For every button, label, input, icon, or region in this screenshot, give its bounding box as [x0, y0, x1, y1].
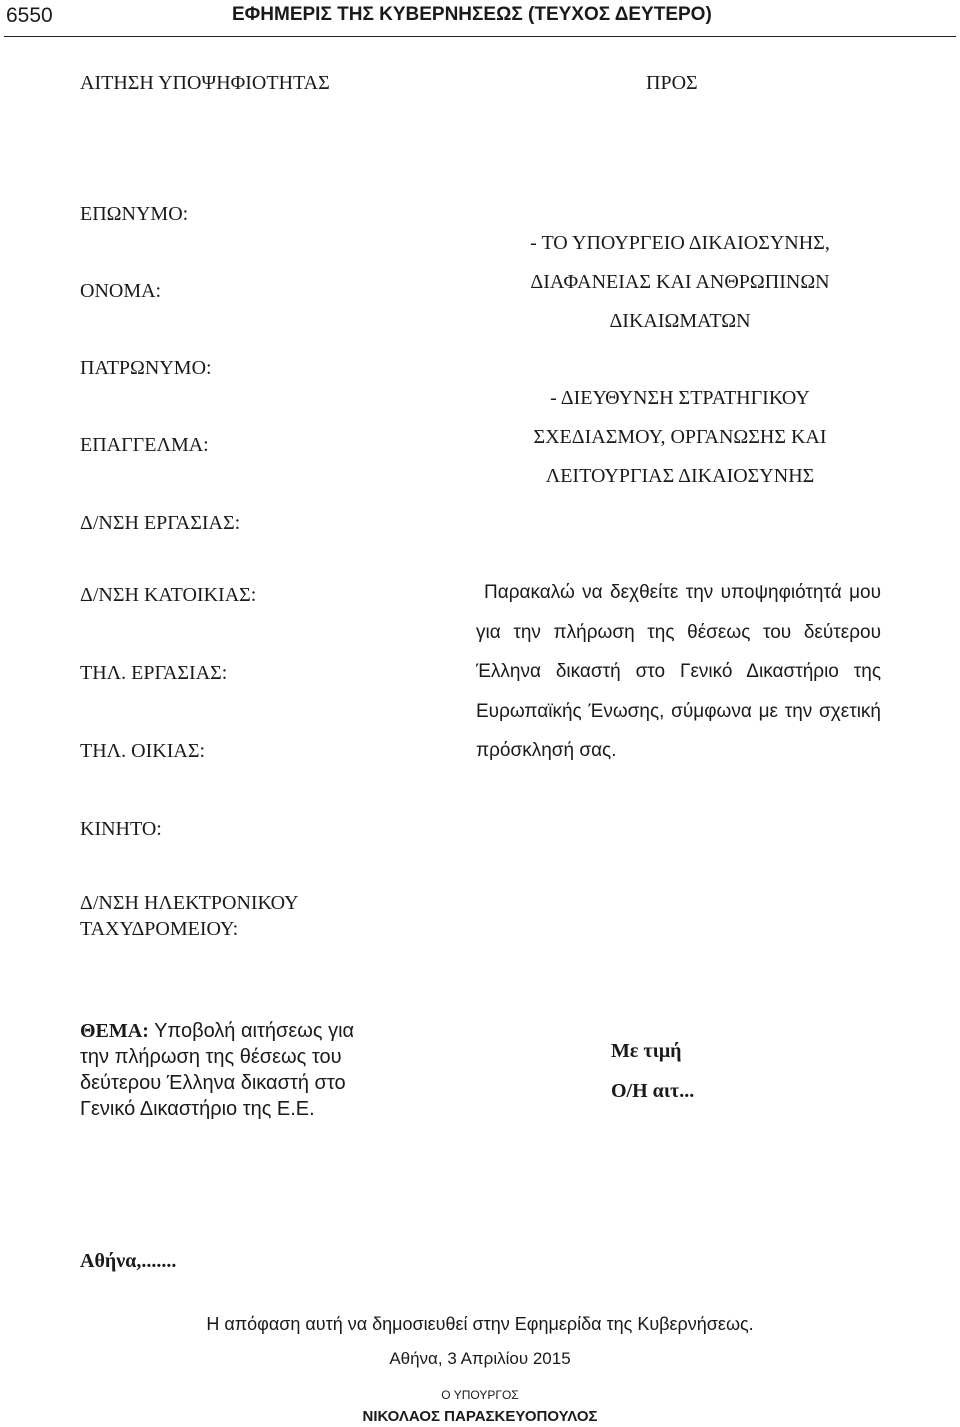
- field-label-home-phone: ΤΗΛ. ΟΙΚΙΑΣ:: [80, 740, 206, 762]
- minister-title: Ο ΥΠΟΥΡΓΟΣ: [441, 1388, 519, 1402]
- recipient-directorate: [460, 379, 900, 496]
- recipient-directorate-line: ΛΕΙΤΟΥΡΓΙΑΣ ΔΙΚΑΙΟΣΥΝΗΣ: [545, 465, 815, 487]
- publication-note: Η απόφαση αυτή να δημοσιευθεί στην Εφημερίδα της Κυβερνήσεως.: [206, 1314, 754, 1334]
- recipient-ministry-line: ΔΙΑΦΑΝΕΙΑΣ ΚΑΙ ΑΝΘΡΩΠΙΝΩΝ: [530, 271, 830, 293]
- recipient-ministry-line: - ΤΟ ΥΠΟΥΡΓΕΙΟ ΔΙΚΑΙΟΣΥΝΗΣ,: [530, 232, 830, 254]
- field-label-home-address: Δ/ΝΣΗ ΚΑΤΟΙΚΙΑΣ:: [80, 584, 257, 606]
- field-label-work-phone: ΤΗΛ. ΕΡΓΑΣΙΑΣ:: [80, 662, 228, 684]
- place-date-line: Αθήνα,.......: [80, 1250, 177, 1272]
- field-label-email-line2: ΤΑΧΥΔΡΟΜΕΙΟΥ:: [80, 918, 239, 940]
- recipient-heading: ΠΡΟΣ: [646, 72, 698, 94]
- minister-name: ΝΙΚΟΛΑΟΣ ΠΑΡΑΣΚΕΥΟΠΟΥΛΟΣ: [362, 1408, 598, 1425]
- journal-title: ΕΦΗΜΕΡΙΣ ΤΗΣ ΚΥΒΕΡΝΗΣΕΩΣ (ΤΕΥΧΟΣ ΔΕΥΤΕΡΟ): [232, 4, 712, 25]
- subject-label: ΘΕΜΑ:: [80, 1020, 149, 1042]
- form-title: ΑΙΤΗΣΗ ΥΠΟΨΗΦΙΟΤΗΤΑΣ: [80, 72, 330, 94]
- header-divider: [4, 36, 956, 37]
- application-body: Παρακαλώ να δεχθείτε την υποψηφιότητά μου για την πλήρωση της θέσεως του δεύτερου Έλληνα δικαστή στο Γενικό Δικαστήριο της Ευρωπαϊκής Ένωσης, σύμφωνα με την σχετική πρόσκλησή σας.: [476, 582, 881, 761]
- recipient-directorate-line: - ΔΙΕΥΘΥΝΣΗ ΣΤΡΑΤΗΓΙΚΟΥ: [550, 387, 810, 409]
- field-label-father-name: ΠΑΤΡΩΝΥΜΟ:: [80, 357, 212, 379]
- signatory-line: Ο/Η αιτ...: [611, 1080, 695, 1102]
- recipient-directorate-line: ΣΧΕΔΙΑΣΜΟΥ, ΟΡΓΑΝΩΣΗΣ ΚΑΙ: [533, 426, 827, 448]
- field-label-email-line1: Δ/ΝΣΗ ΗΛΕΚΤΡΟΝΙΚΟΥ: [80, 892, 299, 914]
- decision-date: Αθήνα, 3 Απριλίου 2015: [389, 1349, 571, 1368]
- recipient-ministry-line: ΔΙΚΑΙΩΜΑΤΩΝ: [609, 310, 751, 332]
- field-label-name: ΟΝΟΜΑ:: [80, 280, 162, 302]
- closing-salutation: Με τιμή: [611, 1040, 682, 1062]
- subject-text: Υποβολή αιτήσεως για την πλήρωση της θέσεως του δεύτερου Έλληνα δικαστή στο Γενικό Δικαστήριο της Ε.Ε.: [80, 1020, 355, 1120]
- field-label-mobile: ΚΙΝΗΤΟ:: [80, 818, 162, 840]
- subject-block: [80, 1018, 380, 1122]
- field-label-surname: ΕΠΩΝΥΜΟ:: [80, 203, 189, 225]
- recipient-ministry: [460, 224, 900, 341]
- page-number: 6550: [6, 4, 53, 27]
- field-label-work-address: Δ/ΝΣΗ ΕΡΓΑΣΙΑΣ:: [80, 512, 241, 534]
- field-label-profession: ΕΠΑΓΓΕΛΜΑ:: [80, 434, 209, 456]
